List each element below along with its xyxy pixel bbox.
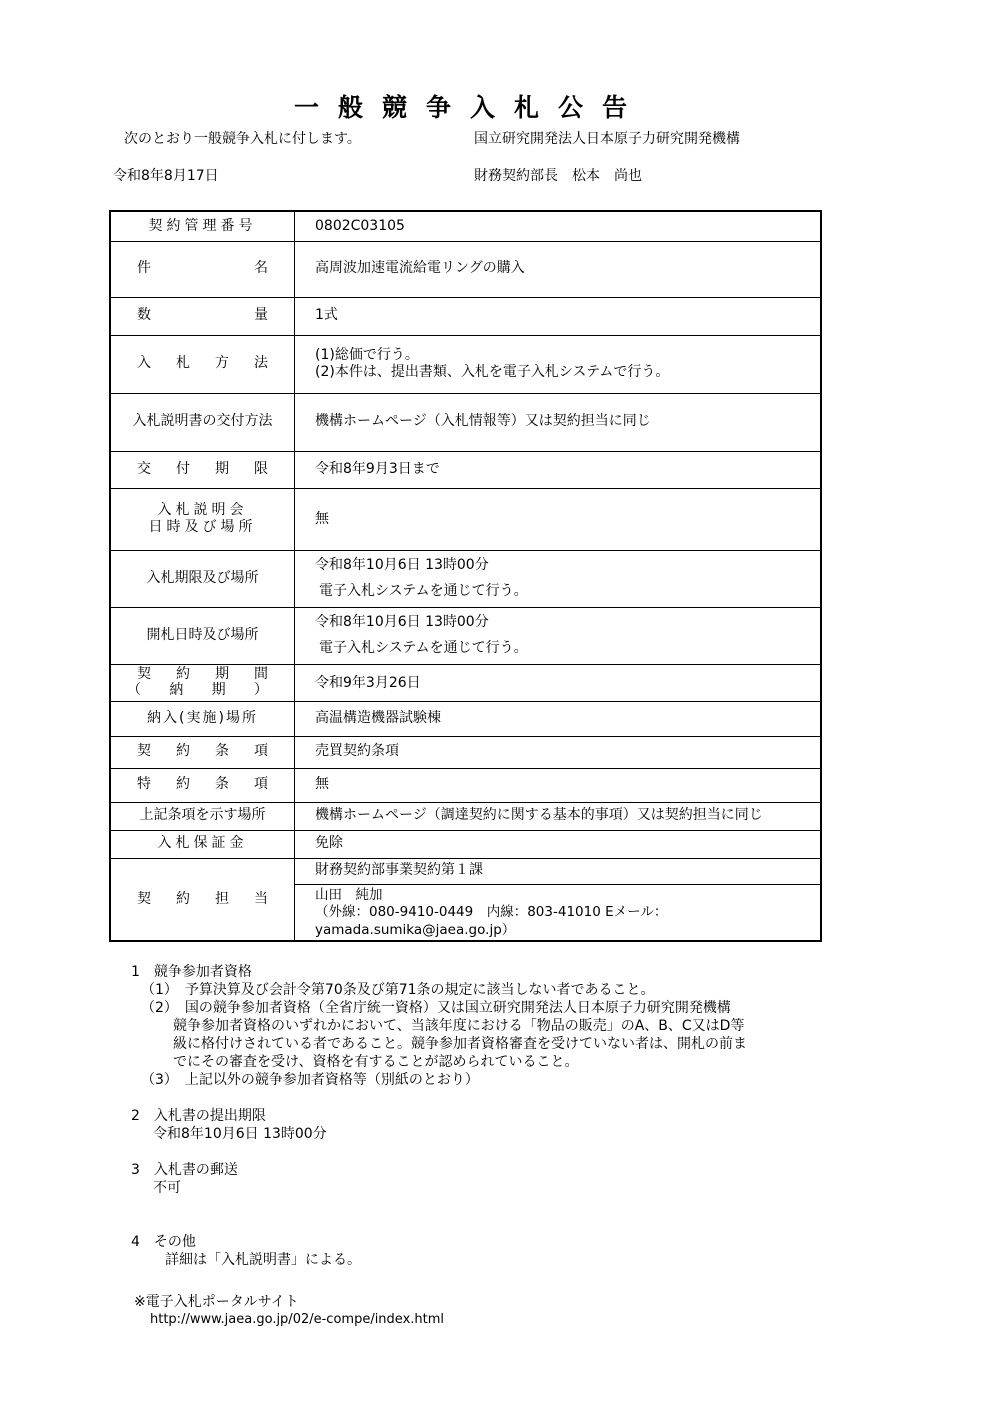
table-row (110, 701, 821, 736)
bid-bond-label: 入札保証金 (110, 830, 295, 858)
table-row (110, 335, 821, 393)
quantity-value: 1式 (295, 297, 822, 335)
note-2-body: 令和8年10月6日 13時00分 (153, 1126, 327, 1142)
note-1-item-1: （1） 予算決算及び会計令第70条及び第71条の規定に該当しない者であること。 (141, 982, 655, 998)
table-row (110, 297, 821, 335)
bid-method-label: 入 札 方 法 (110, 335, 295, 393)
notice-date: 令和8年8月17日 (113, 168, 219, 184)
table-row (110, 451, 821, 488)
subject-value: 高周波加速電流給電リングの購入 (295, 241, 822, 297)
contact-details: 山田 純加 （外線：080-9410-0449 内線：803-41010 Eメール： yamada.sumika@jaea.go.jp） (295, 884, 822, 941)
note-3-title: 3 入札書の郵送 (131, 1162, 238, 1178)
bid-deadline-label: 入札期限及び場所 (110, 550, 295, 607)
subject-label: 件 名 (110, 241, 295, 297)
note-1-item-2-cont: 級に格付けされている者であること。競争参加者資格審査を受けていない者は、開札の前ま (173, 1036, 747, 1052)
note-3-body: 不可 (153, 1180, 181, 1196)
portal-section (134, 1293, 444, 1329)
table-row (110, 736, 821, 768)
note-1-item-2: （2） 国の競争参加者資格（全省庁統一資格）又は国立研究開発法人日本原子力研究開発機構 (141, 1000, 731, 1016)
delivery-place-label: 納入(実施)場所 (110, 701, 295, 736)
table-row (110, 858, 821, 884)
delivery-place-value: 高温構造機器試験棟 (295, 701, 822, 736)
briefing-value: 無 (295, 488, 822, 550)
opening-label: 開札日時及び場所 (110, 607, 295, 664)
contract-clause-value: 売買契約条項 (295, 736, 822, 768)
portal-label: ※電子入札ポータルサイト (134, 1294, 299, 1310)
bid-method-value: (1)総価で行う。 (2)本件は、提出書類、入札を電子入札システムで行う。 (295, 335, 822, 393)
delivery-period-value: 令和8年9月3日まで (295, 451, 822, 488)
table-row (110, 241, 821, 297)
table-row (110, 211, 821, 241)
table-row (110, 664, 821, 701)
contract-term-label: 契 約 期 間 （ 納 期 ） (110, 664, 295, 701)
note-4-title: 4 その他 (131, 1234, 196, 1250)
intro-text: 次のとおり一般競争入札に付します。 (124, 131, 361, 147)
special-clause-label: 特 約 条 項 (110, 768, 295, 802)
note-4-body: 詳細は「入札説明書」による。 (165, 1252, 361, 1268)
note-1-item-3: （3） 上記以外の競争参加者資格等（別紙のとおり） (141, 1072, 479, 1088)
portal-url-link[interactable]: http://www.jaea.go.jp/02/e-compe/index.html (150, 1312, 445, 1327)
bid-bond-value: 免除 (295, 830, 822, 858)
contract-term-value: 令和9年3月26日 (295, 664, 822, 701)
document-delivery-label: 入札説明書の交付方法 (110, 393, 295, 451)
note-2-title: 2 入札書の提出期限 (131, 1108, 266, 1124)
note-1-item-2-cont: でにその審査を受け、資格を有することが認められていること。 (173, 1054, 579, 1070)
organization-name: 国立研究開発法人日本原子力研究開発機構 (474, 131, 740, 147)
note-1-item-2-cont: 競争参加者資格のいずれかにおいて、当該年度における「物品の販売」のA、B、C又はD等 (173, 1018, 745, 1034)
contract-number: 0802C03105 (295, 211, 822, 241)
contract-clause-label: 契 約 条 項 (110, 736, 295, 768)
bid-deadline-value: 令和8年10月6日 13時00分 電子入札システムを通じて行う。 (295, 550, 822, 607)
clause-location-value: 機構ホームページ（調達契約に関する基本的事項）又は契約担当に同じ (295, 802, 822, 830)
contact-label: 契 約 担 当 (110, 858, 295, 941)
quantity-label: 数 量 (110, 297, 295, 335)
contract-number-label: 契約管理番号 (110, 211, 295, 241)
special-clause-value: 無 (295, 768, 822, 802)
opening-value: 令和8年10月6日 13時00分 電子入札システムを通じて行う。 (295, 607, 822, 664)
table-row (110, 830, 821, 858)
page-title: 一般競争入札公告 (293, 93, 646, 122)
table-row (110, 393, 821, 451)
briefing-label: 入札説明会 日時及び場所 (110, 488, 295, 550)
table-row (110, 802, 821, 830)
table-row (110, 550, 821, 607)
table-row (110, 768, 821, 802)
signer-name: 財務契約部長 松本 尚也 (474, 168, 642, 184)
clause-location-label: 上記条項を示す場所 (110, 802, 295, 830)
delivery-period-label: 交 付 期 限 (110, 451, 295, 488)
document-delivery-value: 機構ホームページ（入札情報等）又は契約担当に同じ (295, 393, 822, 451)
table-row (110, 488, 821, 550)
table-row (110, 607, 821, 664)
notes-section (131, 963, 747, 1269)
bid-details-table (109, 210, 822, 942)
note-1-title: 1 競争参加者資格 (131, 964, 252, 980)
contact-department: 財務契約部事業契約第１課 (295, 858, 822, 884)
